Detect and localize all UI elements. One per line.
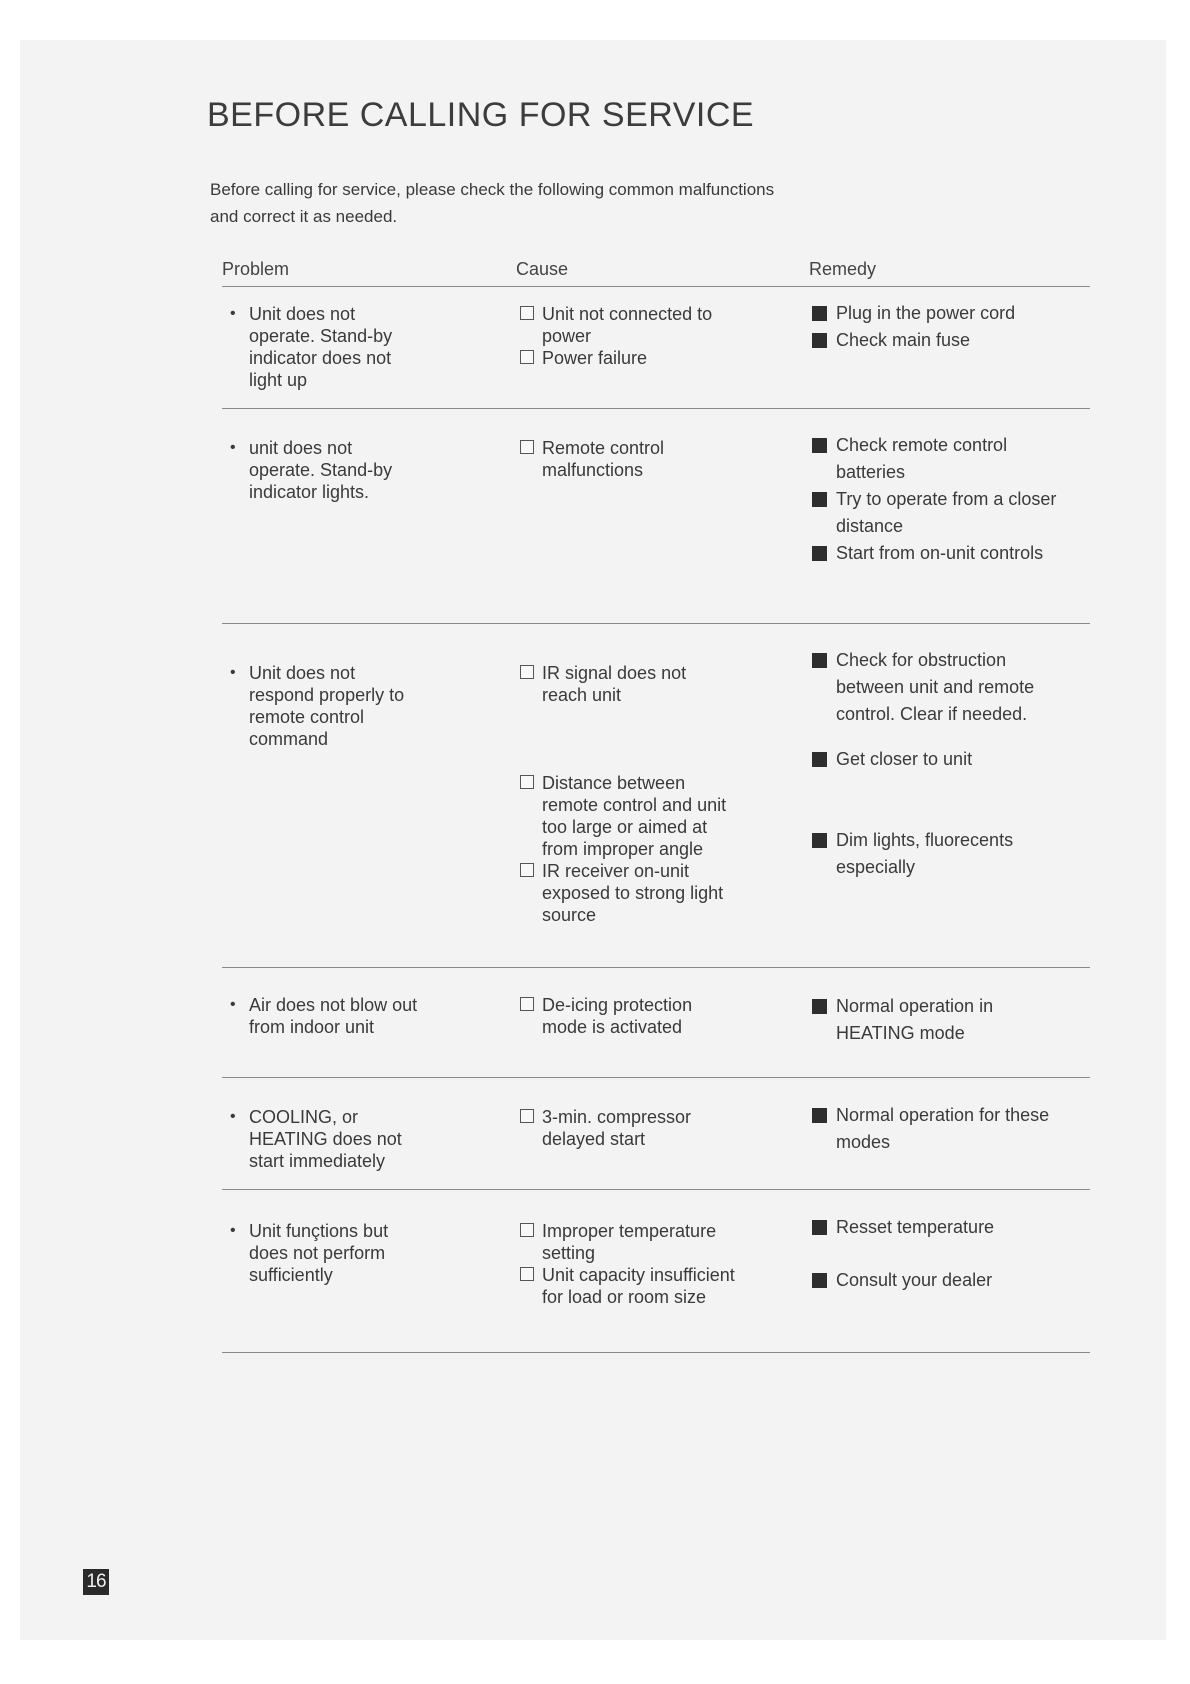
remedy-cell (812, 1102, 1072, 1156)
remedy-item (812, 432, 1072, 486)
page-number: 16 (83, 1569, 109, 1595)
remedy-cell (812, 432, 1072, 567)
checkbox-icon (520, 775, 534, 789)
remedy-text: Check main fuse (836, 330, 971, 350)
filled-square-icon (812, 1108, 827, 1123)
intro-line: and correct it as needed. (210, 207, 398, 226)
filled-square-icon (812, 438, 827, 453)
remedy-text: Normal operation for these modes (836, 1105, 1050, 1152)
checkbox-icon (520, 863, 534, 877)
remedy-item (812, 647, 1072, 728)
cause-item (520, 662, 735, 706)
bullet-icon: • (230, 439, 236, 456)
table-row (222, 409, 1090, 624)
remedy-cell (812, 647, 1072, 881)
problem-cell (230, 303, 420, 391)
checkbox-icon (520, 997, 534, 1011)
remedy-item (812, 540, 1072, 567)
problem-text: Unit does not operate. Stand-by indicator does not light up (249, 304, 393, 390)
filled-square-icon (812, 653, 827, 668)
intro-paragraph (210, 176, 910, 230)
cause-item (520, 347, 735, 369)
remedy-text: Check remote control batteries (836, 435, 1008, 482)
problem-cell (230, 662, 420, 750)
bullet-icon: • (230, 305, 236, 322)
remedy-item (812, 1102, 1072, 1156)
remedy-item (812, 993, 1072, 1047)
table-row (222, 1190, 1090, 1353)
cause-item (520, 437, 735, 481)
cause-item (520, 1220, 735, 1264)
cause-cell (520, 437, 735, 481)
bullet-icon: • (230, 664, 236, 681)
filled-square-icon (812, 1220, 827, 1235)
filled-square-icon (812, 333, 827, 348)
remedy-text: Start from on-unit controls (836, 543, 1044, 563)
remedy-text: Normal operation in HEATING mode (836, 996, 994, 1043)
cause-cell (520, 994, 735, 1038)
checkbox-icon (520, 1109, 534, 1123)
header-cause: Cause (516, 259, 569, 279)
page-title: BEFORE CALLING FOR SERVICE (207, 96, 755, 134)
checkbox-icon (520, 350, 534, 364)
intro-line: Before calling for service, please check the following common malfunctions (210, 180, 775, 199)
problem-text: unit does not operate. Stand-by indicator lights. (249, 438, 393, 502)
remedy-text: Get closer to unit (836, 749, 973, 769)
cause-item (520, 1264, 735, 1308)
problem-cell (230, 1220, 420, 1286)
filled-square-icon (812, 546, 827, 561)
remedy-item (812, 1214, 1072, 1241)
remedy-text: Resset temperature (836, 1217, 995, 1237)
cause-cell (520, 1106, 735, 1150)
cause-item (520, 860, 735, 926)
filled-square-icon (812, 999, 827, 1014)
cause-text: Power failure (542, 348, 648, 368)
problem-text: Air does not blow out from indoor unit (249, 995, 418, 1037)
header-remedy: Remedy (809, 259, 877, 279)
cause-text: IR signal does not reach unit (542, 663, 687, 705)
remedy-text: Check for obstruction between unit and remote control. Clear if needed. (836, 650, 1035, 724)
remedy-text: Consult your dealer (836, 1270, 993, 1290)
remedy-cell (812, 300, 1072, 354)
cause-item (520, 772, 735, 860)
cause-text: Remote control malfunctions (542, 438, 665, 480)
cause-cell (520, 662, 735, 926)
filled-square-icon (812, 833, 827, 848)
remedy-item (812, 746, 1072, 773)
remedy-text: Try to operate from a closer distance (836, 489, 1057, 536)
problem-text: Unit funçtions but does not perform sufficiently (249, 1221, 389, 1285)
cause-text: De-icing protection mode is activated (542, 995, 693, 1037)
checkbox-icon (520, 306, 534, 320)
checkbox-icon (520, 1223, 534, 1237)
checkbox-icon (520, 440, 534, 454)
cause-cell (520, 1220, 735, 1308)
bullet-icon: • (230, 1108, 236, 1125)
remedy-cell (812, 1214, 1072, 1294)
table-row (222, 624, 1090, 968)
remedy-text: Plug in the power cord (836, 303, 1016, 323)
problem-cell (230, 994, 420, 1038)
cause-text: Unit capacity insufficient for load or room size (542, 1265, 735, 1307)
remedy-cell (812, 993, 1072, 1047)
remedy-item (812, 300, 1072, 327)
remedy-item (812, 1267, 1072, 1294)
filled-square-icon (812, 492, 827, 507)
remedy-item (812, 486, 1072, 540)
cause-text: IR receiver on-unit exposed to strong light source (542, 861, 724, 925)
troubleshooting-table (222, 256, 1090, 1353)
cause-text: 3-min. compressor delayed start (542, 1107, 692, 1149)
cause-text: Distance between remote control and unit too large or aimed at from improper angle (542, 773, 727, 859)
header-problem: Problem (222, 259, 290, 279)
problem-text: COOLING, or HEATING does not start immediately (249, 1107, 402, 1171)
checkbox-icon (520, 665, 534, 679)
filled-square-icon (812, 306, 827, 321)
bullet-icon: • (230, 1222, 236, 1239)
problem-cell (230, 1106, 420, 1172)
table-row (222, 1078, 1090, 1190)
remedy-item (812, 827, 1072, 881)
table-row (222, 287, 1090, 409)
cause-item (520, 303, 735, 347)
problem-text: Unit does not respond properly to remote control command (249, 663, 405, 749)
problem-cell (230, 437, 420, 503)
remedy-text: Dim lights, fluorecents especially (836, 830, 1014, 877)
filled-square-icon (812, 752, 827, 767)
table-header (222, 256, 1090, 287)
bullet-icon: • (230, 996, 236, 1013)
cause-cell (520, 303, 735, 369)
cause-item (520, 994, 735, 1038)
remedy-item (812, 327, 1072, 354)
filled-square-icon (812, 1273, 827, 1288)
cause-text: Unit not connected to power (542, 304, 713, 346)
cause-item (520, 1106, 735, 1150)
checkbox-icon (520, 1267, 534, 1281)
cause-text: Improper temperature setting (542, 1221, 717, 1263)
table-row (222, 968, 1090, 1078)
